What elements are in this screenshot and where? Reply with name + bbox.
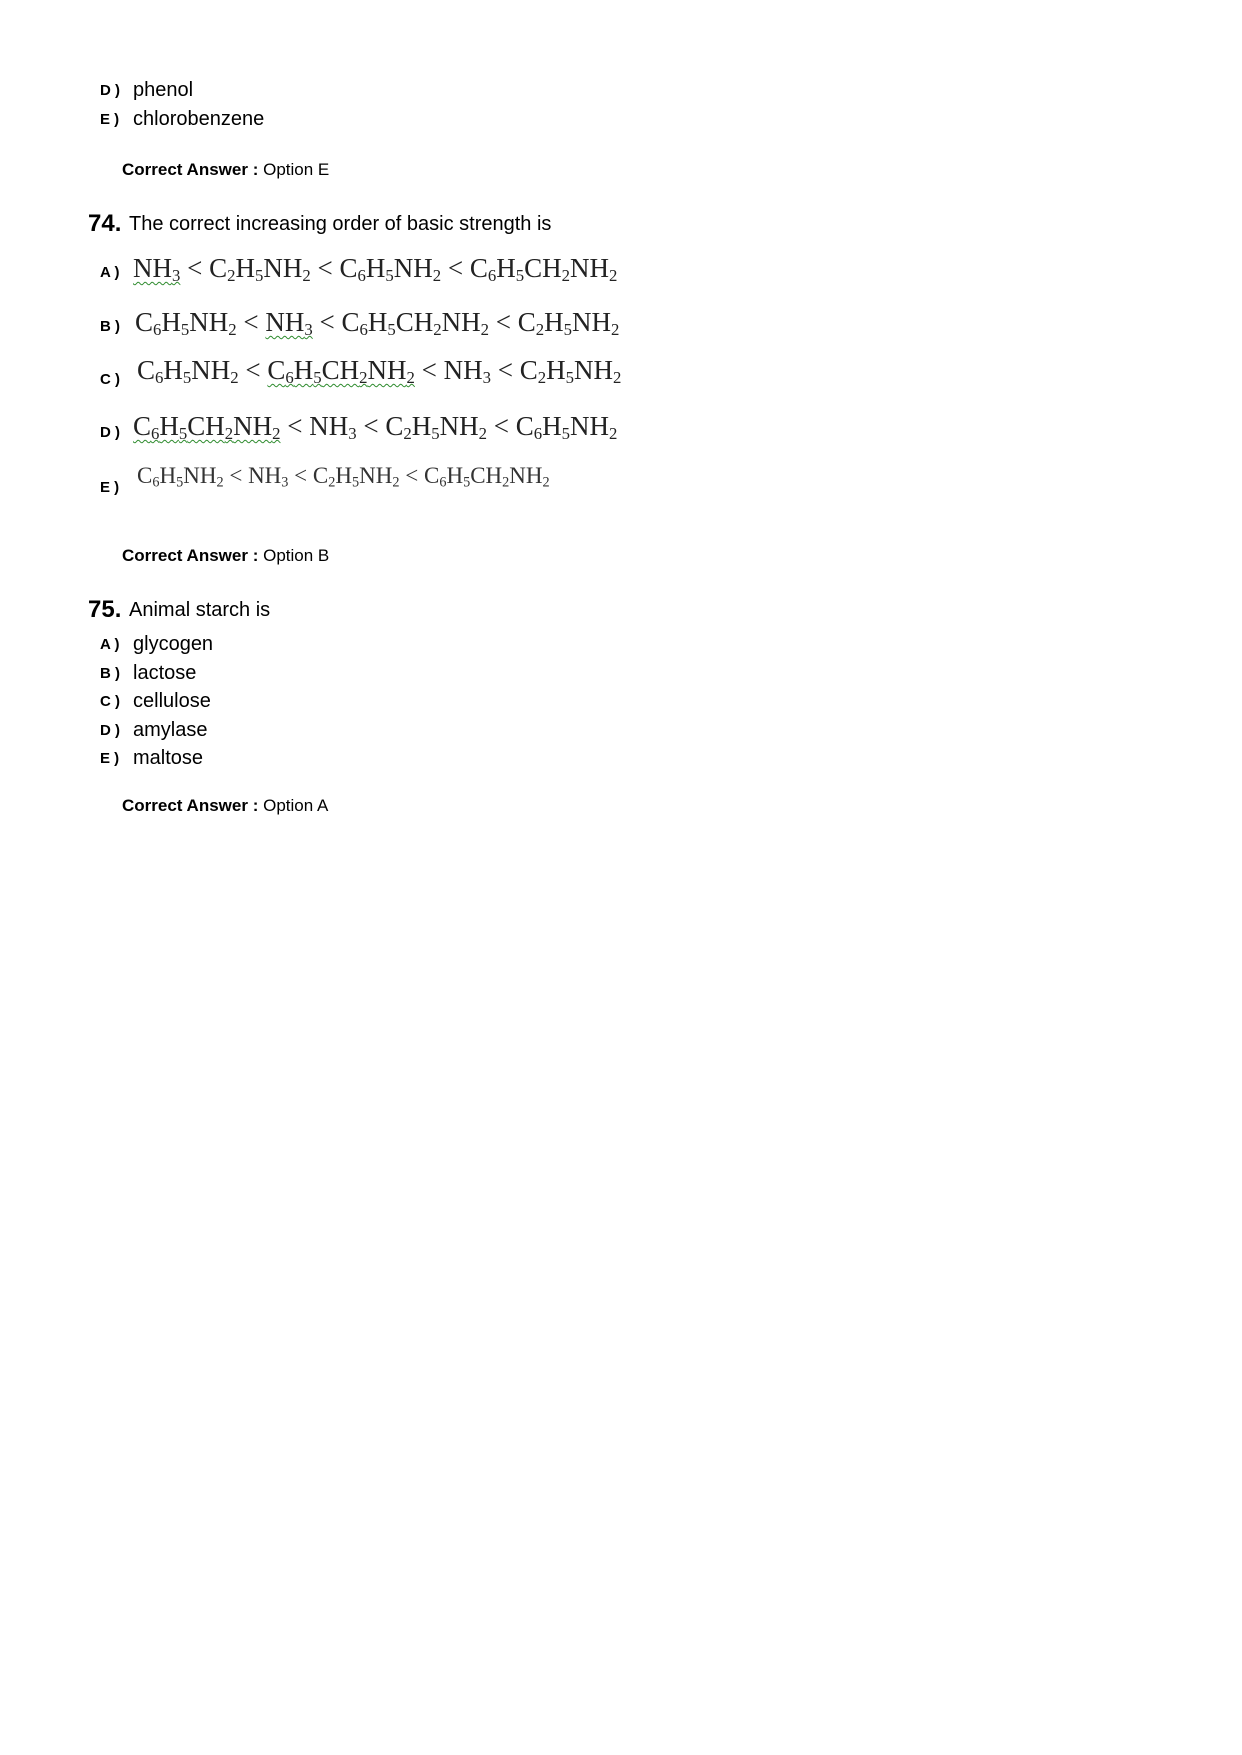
formula-term: $C_6H_5NH_2$	[515, 411, 618, 444]
formula-term: $C_2H_5NH_2$	[519, 355, 622, 388]
correct-answer-73	[122, 160, 329, 180]
formula-option-e: $C_6H_5NH_2 < NH_3 < C_2H_5NH_2 < C_6H_5CH_2NH_2$	[137, 463, 550, 491]
option-text: chlorobenzene	[133, 108, 265, 130]
option-letter: C )	[100, 371, 120, 388]
formula-option-a: $NH_3 < C_2H_5NH_2 < C_6H_5NH_2 < C_6H_5CH_2NH_2$	[133, 253, 618, 286]
option-text: phenol	[133, 79, 194, 101]
formula-term: $C_2H_5NH_2$	[385, 411, 488, 444]
option-text: glycogen	[133, 633, 214, 655]
question-text: Animal starch is	[129, 599, 271, 621]
formula-term: $C_6H_5CH_2NH_2$	[133, 411, 281, 444]
option-letter: E )	[100, 479, 120, 496]
formula-term: $NH_3$	[133, 253, 181, 286]
formula-term: $C_6H_5NH_2$	[137, 355, 239, 388]
option-letter: A )	[100, 264, 120, 281]
option-text: lactose	[133, 662, 197, 684]
correct-answer-value: Option E	[263, 160, 330, 179]
formula-term: $NH_3$	[443, 355, 492, 388]
option-letter: D )	[100, 424, 120, 441]
option-letter: D )	[100, 722, 120, 739]
formula-term: $NH_3$	[248, 463, 289, 491]
option-letter: E )	[100, 750, 120, 767]
formula-term: $C_6H_5CH_2NH_2$	[469, 253, 618, 286]
formula-term: $C_6H_5CH_2NH_2$	[267, 355, 415, 388]
correct-answer-value: Option B	[263, 546, 330, 565]
correct-answer-value: Option A	[263, 796, 329, 815]
correct-answer-74	[122, 546, 329, 566]
formula-term: $C_6H_5CH_2NH_2$	[341, 307, 490, 340]
option-letter: D )	[100, 82, 120, 99]
option-letter: C )	[100, 693, 120, 710]
formula-term: $C_2H_5NH_2$	[517, 307, 620, 340]
formula-term: $C_6H_5NH_2$	[135, 307, 237, 340]
question-text: The correct increasing order of basic strength is	[129, 213, 552, 235]
correct-answer-75	[122, 796, 328, 816]
correct-answer-label: Correct Answer :	[122, 546, 259, 565]
option-letter: B )	[100, 665, 120, 682]
formula-term: $NH_3$	[265, 307, 313, 340]
formula-term: $NH_3$	[309, 411, 357, 444]
option-text: cellulose	[133, 690, 211, 712]
formula-term: $C_6H_5NH_2$	[339, 253, 442, 286]
formula-option-d: $C_6H_5CH_2NH_2 < NH_3 < C_2H_5NH_2 < C_6H_5NH_2$	[133, 411, 618, 444]
formula-term: $C_6H_5CH_2NH_2$	[423, 463, 550, 491]
option-text: maltose	[133, 747, 204, 769]
formula-term: $C_6H_5NH_2$	[137, 463, 224, 491]
option-letter: E )	[100, 111, 120, 128]
formula-option-c: $C_6H_5NH_2 < C_6H_5CH_2NH_2 < NH_3 < C_2H_5NH_2$	[137, 355, 622, 388]
question-number: 74.	[88, 210, 122, 237]
correct-answer-label: Correct Answer :	[122, 160, 259, 179]
question-number: 75.	[88, 596, 122, 623]
option-text: amylase	[133, 719, 208, 741]
formula-term: $C_2H_5NH_2$	[312, 463, 400, 491]
formula-term: $C_2H_5NH_2$	[209, 253, 311, 286]
option-letter: B )	[100, 318, 120, 335]
option-letter: A )	[100, 636, 120, 653]
formula-option-b: $C_6H_5NH_2 < NH_3 < C_6H_5CH_2NH_2 < C_2H_5NH_2$	[135, 307, 620, 340]
correct-answer-label: Correct Answer :	[122, 796, 259, 815]
